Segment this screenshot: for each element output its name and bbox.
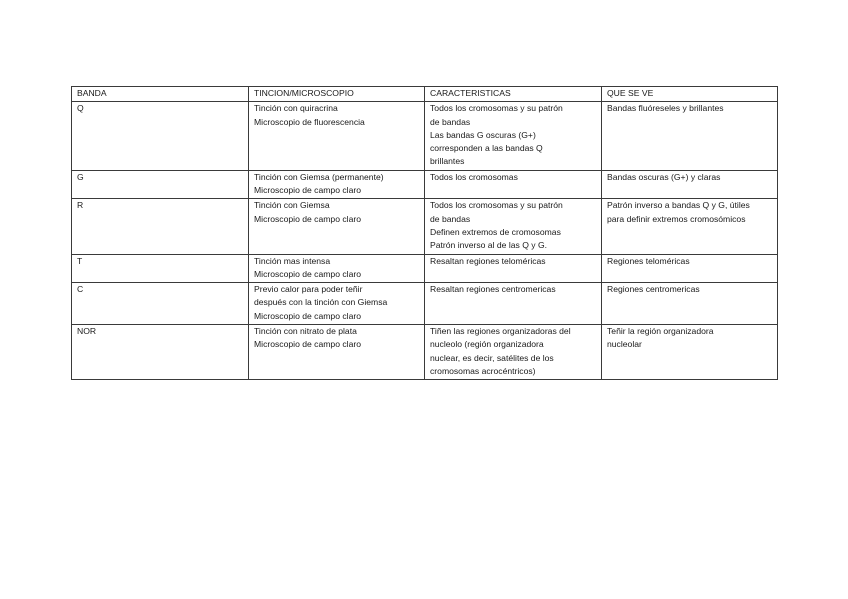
cell-line: Las bandas G oscuras (G+) xyxy=(430,129,536,140)
cell-line: nucleolar xyxy=(607,339,642,350)
cell-line: Todos los cromosomas y su patrón xyxy=(430,103,563,114)
cell-line: de bandas xyxy=(430,116,471,127)
table-row xyxy=(72,170,778,199)
cell-tincion xyxy=(249,102,425,170)
cell-line: Todos los cromosomas y su patrón xyxy=(430,200,563,211)
cell-line: Resaltan regiones teloméricas xyxy=(430,255,546,266)
table-row xyxy=(72,102,778,170)
cell-line: Tinción con nitrato de plata xyxy=(254,326,357,337)
cell-caracteristicas xyxy=(425,254,602,283)
cell-banda: C xyxy=(72,283,249,325)
cell-que-se-ve xyxy=(602,170,778,199)
table-header-row xyxy=(72,87,778,102)
cell-line: Microscopio de fluorescencia xyxy=(254,116,365,127)
cell-banda: T xyxy=(72,254,249,283)
cell-line: Bandas fluóreseles y brillantes xyxy=(607,103,724,114)
cell-line: Tinción con quiracrina xyxy=(254,103,338,114)
cell-line: después con la tinción con Giemsa xyxy=(254,297,388,308)
cell-que-se-ve xyxy=(602,283,778,325)
cell-caracteristicas xyxy=(425,325,602,380)
table-row xyxy=(72,199,778,254)
header-que-se-ve: QUE SE VE xyxy=(602,87,778,102)
cell-line: Tiñen las regiones organizadoras del xyxy=(430,326,571,337)
cell-line: Patrón inverso a bandas Q y G, útiles xyxy=(607,200,750,211)
cell-line: nucleolo (región organizadora xyxy=(430,339,544,350)
cell-line: Bandas oscuras (G+) y claras xyxy=(607,171,721,182)
cell-banda: Q xyxy=(72,102,249,170)
cell-banda: R xyxy=(72,199,249,254)
cell-line: corresponden a las bandas Q xyxy=(430,143,543,154)
header-tincion: TINCION/MICROSCOPIO xyxy=(249,87,425,102)
cell-line: para definir extremos cromosómicos xyxy=(607,213,746,224)
cell-banda: NOR xyxy=(72,325,249,380)
cell-line: de bandas xyxy=(430,213,471,224)
cell-line: cromosomas acrocéntricos) xyxy=(430,365,536,376)
cell-line: Microscopio de campo claro xyxy=(254,185,361,196)
cell-caracteristicas xyxy=(425,199,602,254)
cell-line: Teñir la región organizadora xyxy=(607,326,714,337)
cell-line: Previo calor para poder teñir xyxy=(254,284,363,295)
cell-line: nuclear, es decir, satélites de los xyxy=(430,352,554,363)
cell-tincion xyxy=(249,325,425,380)
table-row xyxy=(72,283,778,325)
bands-table xyxy=(71,86,778,380)
table-row xyxy=(72,325,778,380)
cell-line: Resaltan regiones centromericas xyxy=(430,284,556,295)
cell-que-se-ve xyxy=(602,102,778,170)
cell-tincion xyxy=(249,283,425,325)
cell-banda: G xyxy=(72,170,249,199)
cell-que-se-ve xyxy=(602,254,778,283)
cell-caracteristicas xyxy=(425,170,602,199)
header-banda: BANDA xyxy=(72,87,249,102)
cell-line: Tinción con Giemsa xyxy=(254,200,330,211)
cell-line: Microscopio de campo claro xyxy=(254,339,361,350)
cell-que-se-ve xyxy=(602,325,778,380)
table-body xyxy=(72,102,778,380)
cell-que-se-ve xyxy=(602,199,778,254)
table-row xyxy=(72,254,778,283)
cell-tincion xyxy=(249,170,425,199)
cell-caracteristicas xyxy=(425,102,602,170)
cell-line: Patrón inverso al de las Q y G. xyxy=(430,240,548,251)
header-caracteristicas: CARACTERISTICAS xyxy=(425,87,602,102)
cell-line: Microscopio de campo claro xyxy=(254,310,361,321)
cell-line: Tinción con Giemsa (permanente) xyxy=(254,171,384,182)
cell-line: Regiones teloméricas xyxy=(607,255,690,266)
cell-line: Regiones centromericas xyxy=(607,284,700,295)
cell-line: Microscopio de campo claro xyxy=(254,213,361,224)
cell-line: Definen extremos de cromosomas xyxy=(430,226,561,237)
cell-line: Microscopio de campo claro xyxy=(254,268,361,279)
cell-caracteristicas xyxy=(425,283,602,325)
cell-line: Todos los cromosomas xyxy=(430,171,518,182)
cell-line: Tinción mas intensa xyxy=(254,255,331,266)
cell-tincion xyxy=(249,199,425,254)
cell-line: brillantes xyxy=(430,156,465,167)
cell-tincion xyxy=(249,254,425,283)
